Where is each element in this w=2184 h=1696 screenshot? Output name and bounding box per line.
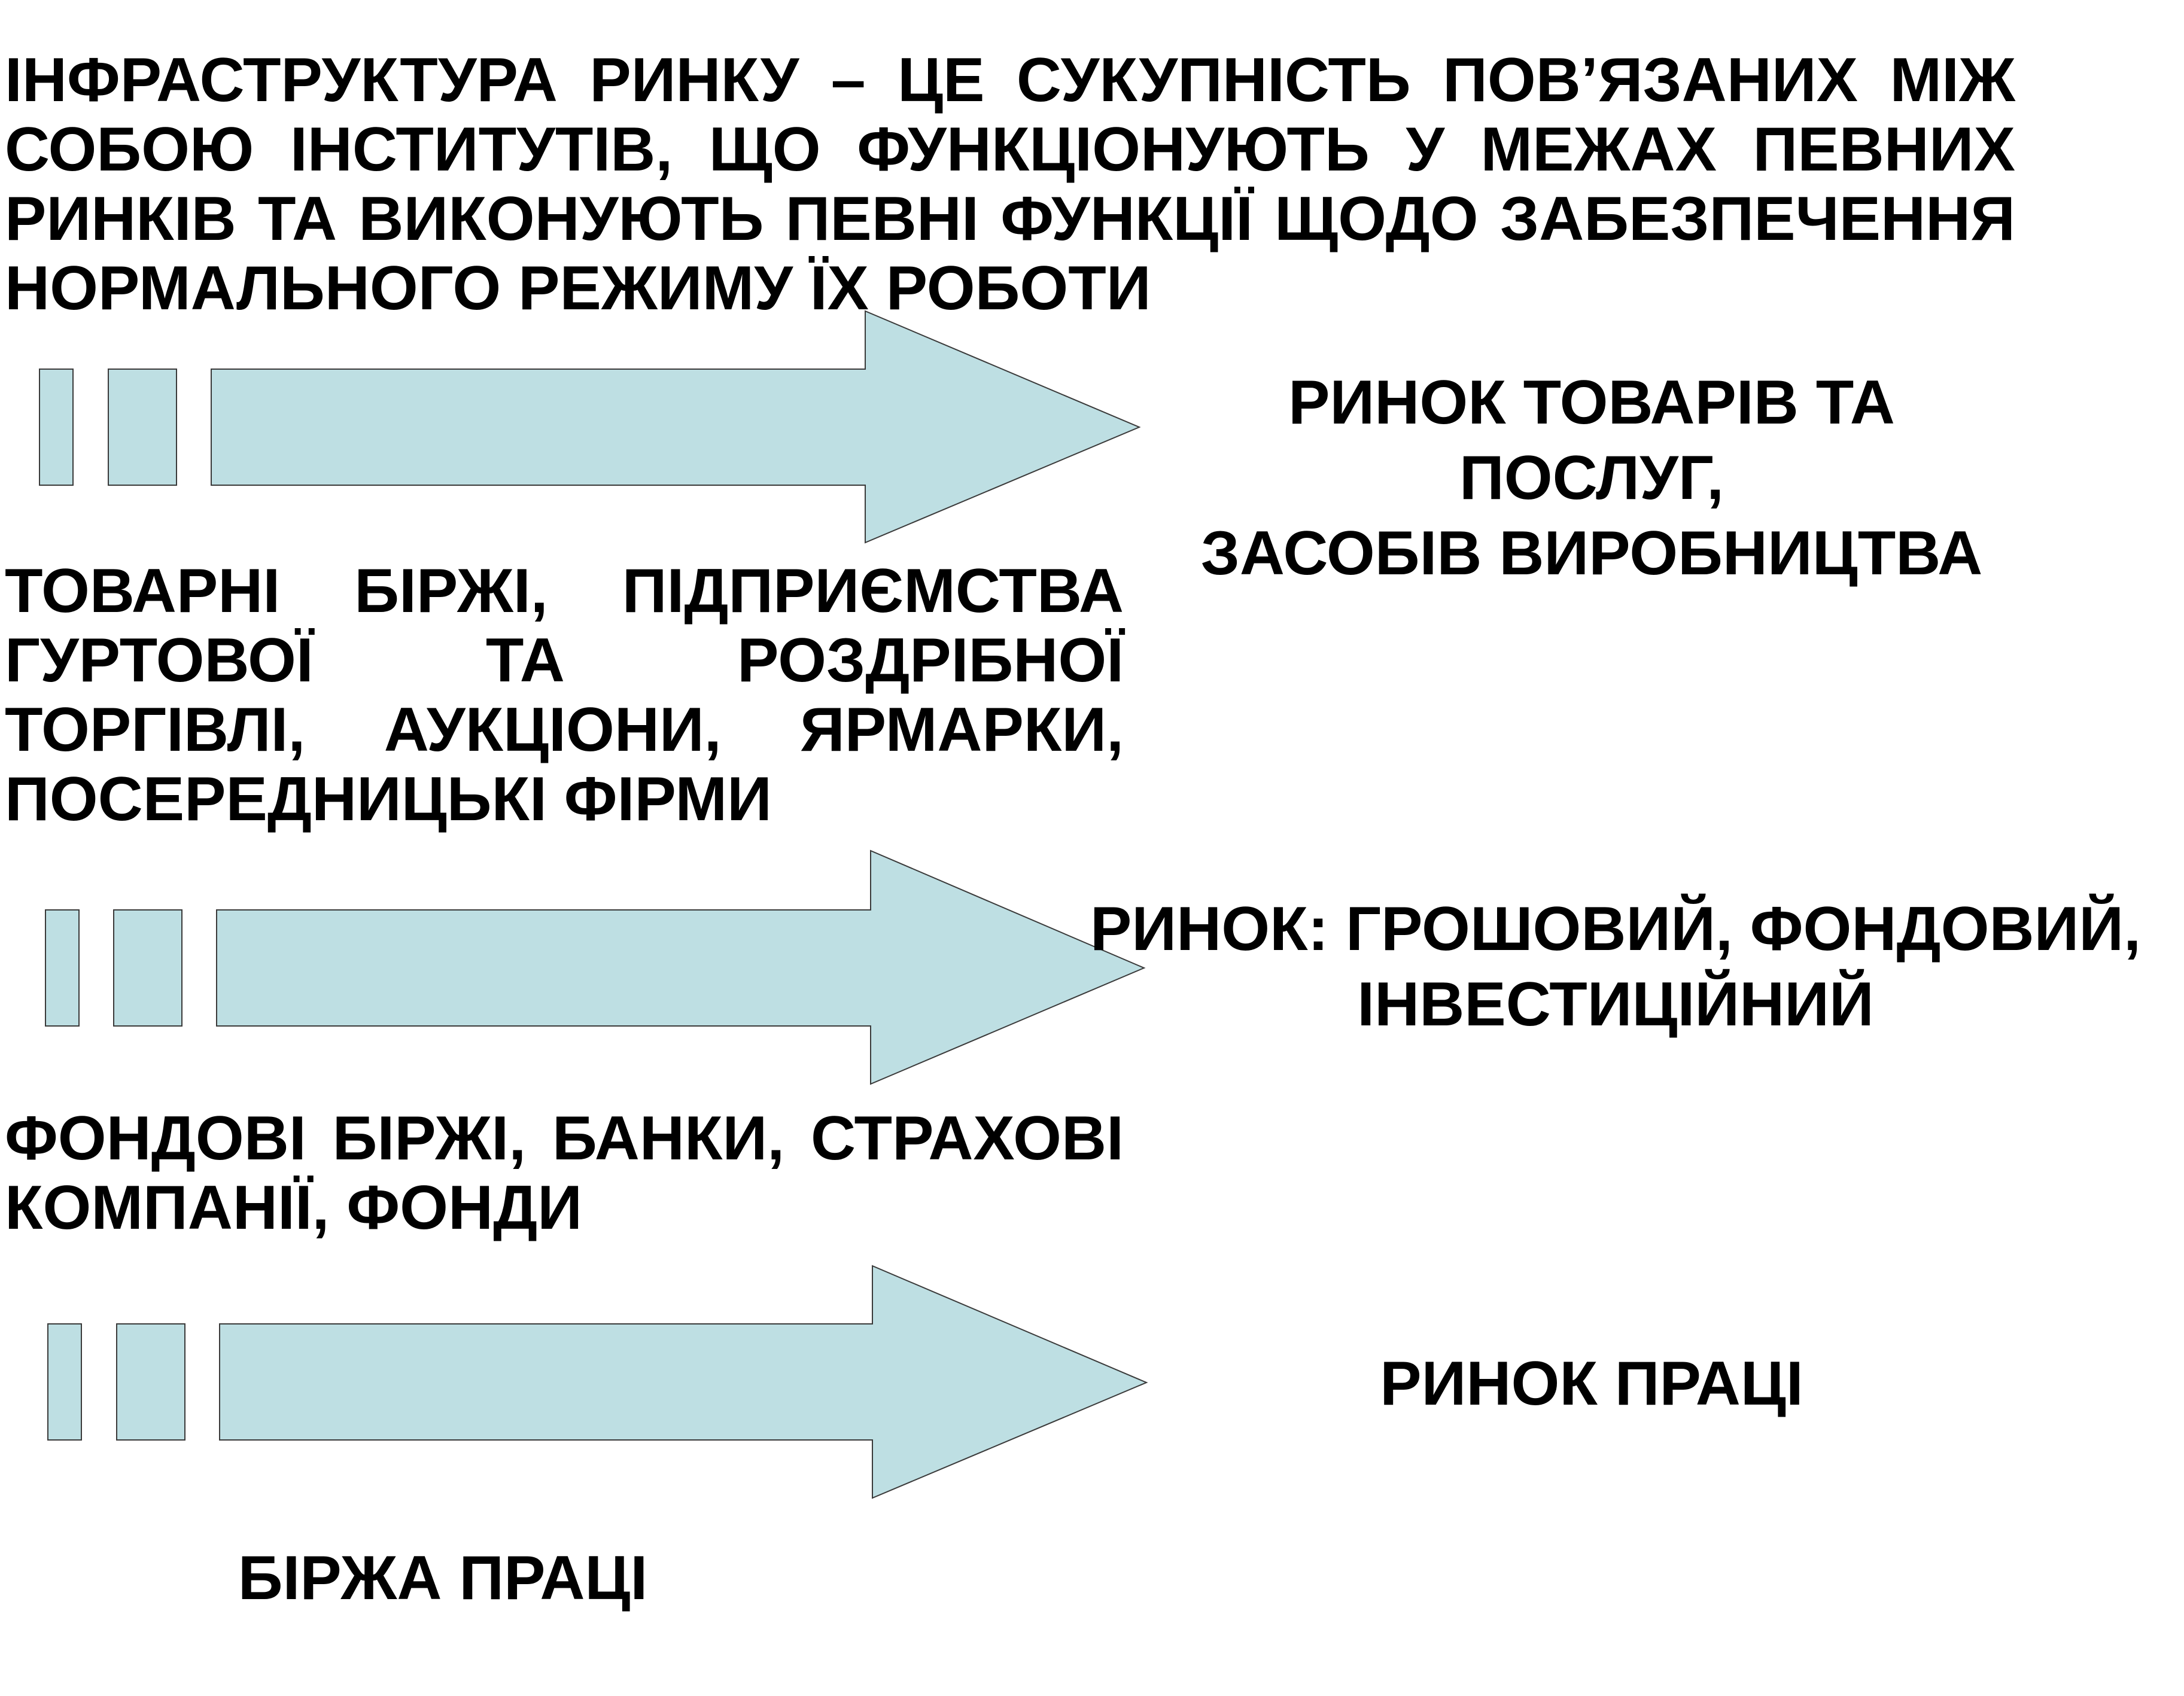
market-financial-label <box>1047 891 2184 1042</box>
institutions-labour: БІРЖА ПРАЦІ <box>238 1543 648 1613</box>
institutions-goods-main: ТОВАРНІ БІРЖІ, ПІДПРИЄМСТВА ГУРТОВОЇ ТА РОЗДРІБНОЇ ТОРГІВЛІ, АУКЦІОНИ, ЯРМАРКИ, ПОСЕРЕДНИЦЬКІ ФІРМИ <box>5 556 1124 834</box>
market-labour-line-1: РИНОК ПРАЦІ <box>1380 1349 1803 1418</box>
market-goods-line-1: РИНОК ТОВАРІВ ТА <box>1288 368 1895 437</box>
arrow-goods-stripe-1 <box>39 369 73 485</box>
arrow-labour-body <box>220 1266 1146 1498</box>
arrow-labour-stripe-1 <box>48 1324 81 1440</box>
market-goods-label <box>1185 365 1999 591</box>
market-labour-label <box>1233 1346 1951 1421</box>
arrow-financial-stripe-2 <box>114 910 182 1026</box>
market-financial-line-1: РИНОК: ГРОШОВИЙ, ФОНДОВИЙ, <box>1090 894 2141 964</box>
market-goods-line-2: ПОСЛУГ, <box>1459 443 1724 513</box>
arrow-goods-body <box>211 311 1139 543</box>
arrow-financial <box>45 851 1144 1084</box>
arrow-financial-body <box>217 851 1144 1084</box>
arrow-goods-stripe-2 <box>108 369 177 485</box>
arrow-labour <box>48 1266 1146 1498</box>
institutions-goods: ФОНДОВІ БІРЖІ, БАНКИ, СТРАХОВІ КОМПАНІЇ, ФОНДИ <box>5 1104 1124 1243</box>
definition-text: ІНФРАСТРУКТУРА РИНКУ – ЦЕ СУКУПНІСТЬ ПОВ’ЯЗАНИХ МІЖ СОБОЮ ІНСТИТУТІВ, ЩО ФУНКЦІОНУЮТЬ У МЕЖАХ ПЕВНИХ РИНКІВ ТА ВИКОНУЮТЬ ПЕВНІ ФУНКЦІЇ ЩОДО ЗАБЕЗПЕЧЕННЯ НОРМАЛЬНОГО РЕЖИМУ ЇХ РОБОТИ <box>5 45 2015 323</box>
market-financial-line-2: ІНВЕСТИЦІЙНИЙ <box>1357 970 1874 1039</box>
arrow-goods <box>39 311 1139 543</box>
arrow-labour-stripe-2 <box>117 1324 185 1440</box>
arrow-financial-stripe-1 <box>45 910 79 1026</box>
market-goods-line-3: ЗАСОБІВ ВИРОБНИЦТВА <box>1200 519 1983 588</box>
